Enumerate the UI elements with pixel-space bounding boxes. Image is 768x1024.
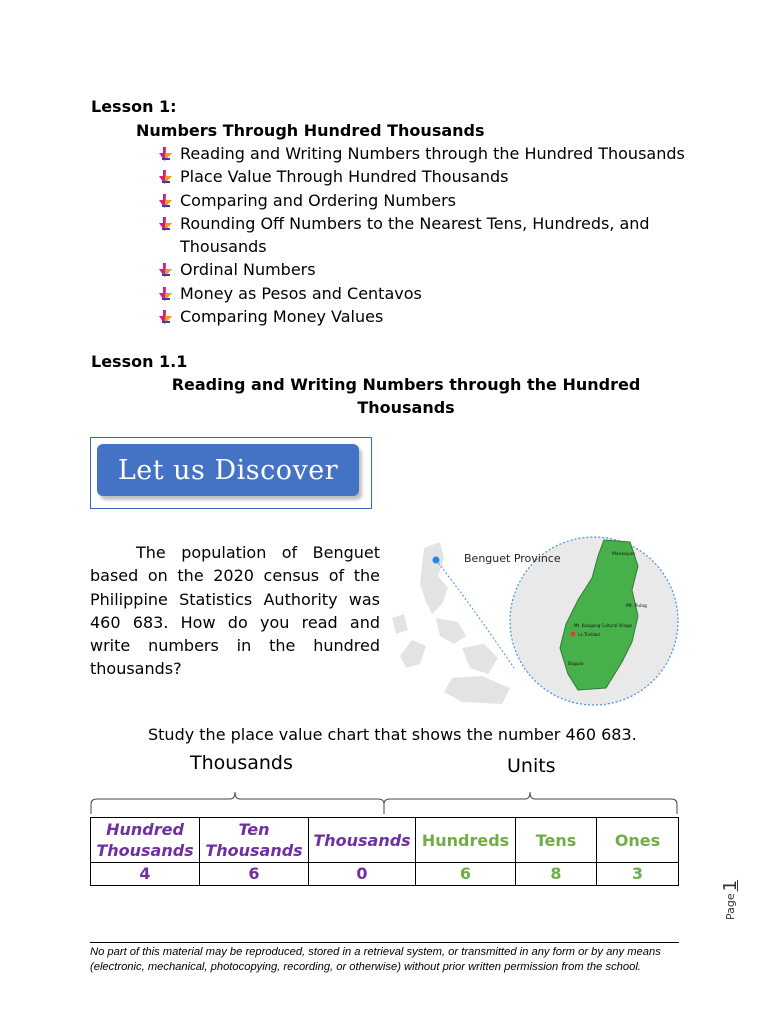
topic-list (158, 142, 718, 328)
map-place-label: Mankayan (612, 552, 636, 557)
place-value-chart (90, 817, 679, 886)
value-hundred-thousands: 4 (91, 863, 200, 886)
lesson-1-1-label: Lesson 1.1 (91, 352, 188, 371)
map-place-label: Mt. Kalugong Cultural Village (574, 623, 632, 628)
table-row (91, 863, 679, 886)
arrow-bullet-icon (158, 142, 180, 165)
grouping-braces (88, 776, 682, 818)
lesson-1-1-title: Reading and Writing Numbers through the Hundred Thousands (171, 375, 641, 417)
value-ones: 3 (597, 863, 679, 886)
topic-text: Rounding Off Numbers to the Nearest Tens, Hundreds, and Thousands (180, 213, 650, 257)
intro-paragraph (90, 541, 380, 681)
benguet-map (392, 518, 680, 706)
footer-notice: No part of this material may be reproduced, stored in a retrieval system, or transmitted in any form or by any means (electronic, mechanical, photocopying, recording, or otherwise) without prior written permission from the school. (90, 946, 661, 973)
location-marker-icon (571, 632, 576, 637)
location-dot-icon (433, 557, 440, 564)
header-thousands: Thousands (309, 818, 416, 863)
group-label-thousands: Thousands (190, 752, 293, 774)
value-thousands: 0 (309, 863, 416, 886)
arrow-bullet-icon (158, 282, 180, 305)
intro-text: The population of Benguet based on the 2020 census of the Philippine Statistics Authority was 460 683. How do you read and write numbers in the hundred thousands? (90, 543, 380, 679)
page-number-label (700, 870, 760, 930)
list-item (158, 142, 718, 165)
arrow-bullet-icon (158, 189, 180, 212)
header-ones: Ones (597, 818, 679, 863)
discover-banner (90, 437, 372, 509)
map-title: Benguet Province (464, 552, 561, 565)
table-row (91, 818, 679, 863)
value-hundreds: 6 (416, 863, 516, 886)
map-place-label: Mt. Pulag (626, 604, 647, 609)
topic-text: Ordinal Numbers (180, 260, 316, 280)
header-ten-thousands: Ten Thousands (200, 818, 309, 863)
thousands-brace (91, 792, 384, 814)
arrow-bullet-icon (158, 212, 180, 235)
lesson-1-title: Numbers Through Hundred Thousands (136, 121, 485, 140)
header-tens: Tens (516, 818, 597, 863)
topic-text: Money as Pesos and Centavos (180, 283, 422, 303)
list-item (158, 305, 718, 328)
list-item (158, 165, 718, 188)
lesson-1-label: Lesson 1: (91, 97, 177, 116)
value-ten-thousands: 6 (200, 863, 309, 886)
discover-banner-inner (97, 444, 359, 496)
list-item (158, 282, 718, 305)
discover-label: Let us Discover (117, 454, 339, 486)
list-item (158, 258, 718, 281)
page-number: 1 (719, 879, 741, 892)
topic-text: Comparing Money Values (180, 307, 384, 327)
page-word: Page (723, 893, 737, 921)
group-label-units: Units (507, 755, 556, 777)
units-brace (384, 792, 677, 814)
map-place-label: Baguio (568, 662, 584, 667)
topic-text: Place Value Through Hundred Thousands (180, 167, 509, 187)
arrow-bullet-icon (158, 165, 180, 188)
study-instruction: Study the place value chart that shows the number 460 683. (148, 725, 637, 744)
philippines-silhouette (392, 542, 510, 704)
arrow-bullet-icon (158, 305, 180, 328)
footer-divider (90, 942, 679, 943)
map-place-label: La Trinidad (578, 632, 600, 637)
topic-text: Comparing and Ordering Numbers (180, 190, 457, 210)
arrow-bullet-icon (158, 258, 180, 281)
header-hundreds: Hundreds (416, 818, 516, 863)
topic-text: Reading and Writing Numbers through the Hundred Thousands (180, 144, 685, 163)
list-item (158, 189, 718, 212)
value-tens: 8 (516, 863, 597, 886)
list-item (158, 212, 718, 259)
header-hundred-thousands: Hundred Thousands (91, 818, 200, 863)
